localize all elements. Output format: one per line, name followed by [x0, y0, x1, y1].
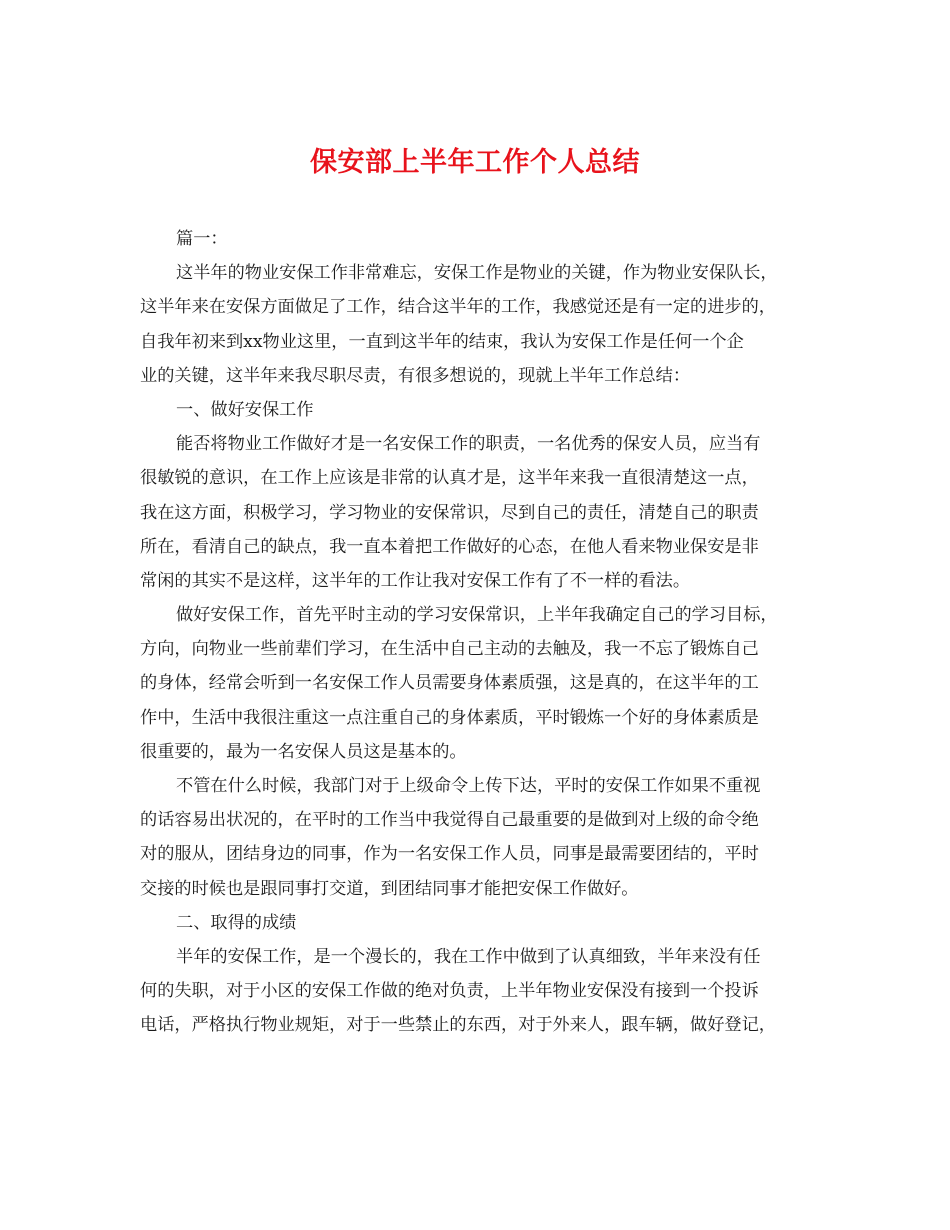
text-line: 交接的时候也是跟同事打交道，到团结同事才能把安保工作做好。: [140, 878, 639, 899]
text-line: 做好安保工作，首先平时主动的学习安保常识，上半年我确定自己的学习目标，: [176, 605, 778, 626]
text-line: 这半年来在安保方面做足了工作，结合这半年的工作，我感觉还是有一定的进步的，: [140, 297, 776, 318]
text-line: 很敏锐的意识，在工作上应该是非常的认真才是，这半年来我一直很清楚这一点，: [140, 468, 759, 489]
text-line: 不管在什么时候，我部门对于上级命令上传下达，平时的安保工作如果不重视: [176, 776, 761, 796]
text-line: 很重要的，最为一名安保人员这是基本的。: [140, 741, 467, 762]
text-line: 半年的安保工作，是一个漫长的，我在工作中做到了认真细致，半年来没有任: [176, 946, 761, 967]
text-line: 二、取得的成绩: [176, 912, 297, 933]
text-line: 篇一：: [176, 229, 228, 249]
text-line: 我在这方面，积极学习，学习物业的安保常识，尽到自己的责任，清楚自己的职责: [140, 502, 759, 523]
text-line: 自我年初来到xx物业这里，一直到这半年的结束，我认为安保工作是任何一个企: [140, 331, 744, 352]
text-line: 这半年的物业安保工作非常难忘，安保工作是物业的关键，作为物业安保队长，: [176, 263, 778, 284]
text-line: 一、做好安保工作: [176, 399, 314, 420]
text-line: 对的服从，团结身边的同事，作为一名安保工作人员，同事是最需要团结的，平时: [140, 844, 759, 865]
text-line: 作中，生活中我很注重这一点注重自己的身体素质，平时锻炼一个好的身体素质是: [140, 707, 759, 728]
text-line: 何的失职，对于小区的安保工作做的绝对负责，上半年物业安保没有接到一个投诉: [140, 981, 759, 1002]
text-line: 方向，向物业一些前辈们学习，在生活中自己主动的去触及，我一不忘了锻炼自己: [140, 639, 759, 660]
document-title: 保安部上半年工作个人总结: [310, 147, 640, 178]
text-line: 电话，严格执行物业规矩，对于一些禁止的东西，对于外来人，跟车辆，做好登记，: [140, 1015, 776, 1036]
document-body: [140, 222, 824, 1043]
text-line: 业的关键，这半年来我尽职尽责，有很多想说的，现就上半年工作总结：: [140, 365, 691, 386]
text-line: 所在，看清自己的缺点，我一直本着把工作做好的心态，在他人看来物业保安是非: [140, 536, 759, 557]
text-line: 的话容易出状况的，在平时的工作当中我觉得自己最重要的是做到对上级的命令绝: [140, 810, 759, 831]
text-line: 常闲的其实不是这样，这半年的工作让我对安保工作有了不一样的看法。: [140, 570, 691, 591]
text-line: 的身体，经常会听到一名安保工作人员需要身体素质强，这是真的，在这半年的工: [140, 673, 759, 694]
text-line: 能否将物业工作做好才是一名安保工作的职责，一名优秀的保安人员，应当有: [176, 434, 761, 455]
